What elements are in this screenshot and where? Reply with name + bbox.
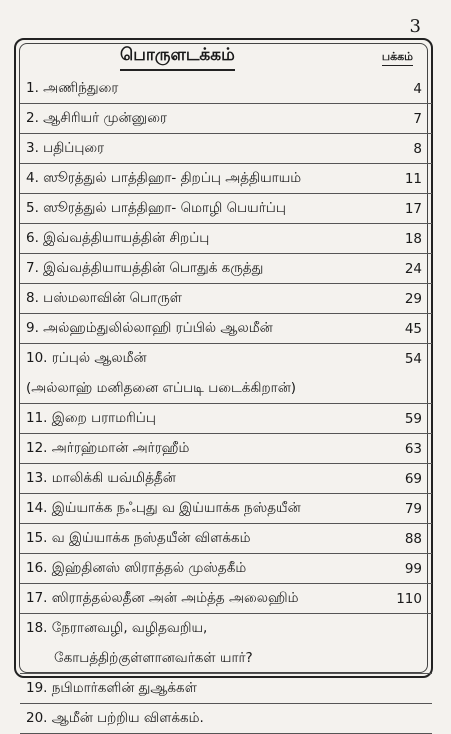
entry-text: (அல்லாஹ் மனிதனை எப்படி படைக்கிறான்) xyxy=(26,379,297,396)
toc-entry xyxy=(20,224,432,254)
toc-entry xyxy=(20,434,432,464)
entry-text: 16. இஹ்தினஸ் ஸிராத்தல் முஸ்தகீம் xyxy=(26,559,247,576)
toc-entry xyxy=(20,524,432,554)
entry-text: 12. அர்ரஹ்மான் அர்ரஹீம் xyxy=(26,439,190,456)
entry-text: கோபத்திற்குள்ளானவர்கள் யார்? xyxy=(54,649,253,666)
entry-text: 3. பதிப்புரை xyxy=(26,139,105,156)
entry-page: 24 xyxy=(404,260,422,277)
entry-page: 88 xyxy=(404,530,422,547)
entry-page: 11 xyxy=(404,170,422,187)
entry-text: 11. இறை பராமரிப்பு xyxy=(26,409,156,426)
entry-text: 2. ஆசிரியர் முன்னுரை xyxy=(26,109,167,126)
entry-text: 5. ஸூரத்துல் பாத்திஹா- மொழி பெயர்ப்பு xyxy=(26,199,286,216)
entry-page: 17 xyxy=(404,200,422,217)
entry-page: 18 xyxy=(404,230,422,247)
toc-entry-continuation xyxy=(20,374,432,404)
toc-entry xyxy=(20,104,432,134)
entry-text: 17. ஸிராத்தல்லதீன அன் அம்த்த அலைஹிம் xyxy=(26,589,299,606)
entry-page: 69 xyxy=(404,470,422,487)
entry-page: 29 xyxy=(404,290,422,307)
toc-title: பொருளடக்கம் xyxy=(120,45,235,71)
entry-text: 7. இவ்வத்தியாயத்தின் பொதுக் கருத்து xyxy=(26,259,264,276)
toc-entry xyxy=(20,194,432,224)
entry-text: 4. ஸூரத்துல் பாத்திஹா- திறப்பு அத்தியாயம் xyxy=(26,169,302,186)
toc-entry xyxy=(20,494,432,524)
entry-page: 99 xyxy=(404,560,422,577)
toc-entry xyxy=(20,134,432,164)
entry-page: 79 xyxy=(404,500,422,517)
entry-page: 54 xyxy=(404,351,422,367)
entry-page: 59 xyxy=(404,410,422,427)
entry-text: 15. வ இய்யாக்க நஸ்தயீன் விளக்கம் xyxy=(26,529,251,546)
entry-text: 20. ஆமீன் பற்றிய விளக்கம். xyxy=(26,709,204,726)
entry-page: 63 xyxy=(404,440,422,457)
entry-text: 6. இவ்வத்தியாயத்தின் சிறப்பு xyxy=(26,229,210,246)
entry-page: 8 xyxy=(413,140,422,157)
entry-text: 10. ரப்புல் ஆலமீன் xyxy=(26,350,147,366)
entry-page: 7 xyxy=(413,110,422,127)
entry-page: 45 xyxy=(404,320,422,337)
toc-list xyxy=(20,74,432,734)
entry-text: 9. அல்ஹம்துலில்லாஹி ரப்பில் ஆலமீன் xyxy=(26,319,273,336)
toc-entry xyxy=(20,704,432,734)
page-column-header: பக்கம் xyxy=(382,50,413,66)
entry-text: 18. நேரானவழி, வழிதவறிய, xyxy=(26,620,208,636)
entry-text: 8. பஸ்மலாவின் பொருள் xyxy=(26,289,182,306)
entry-text: 13. மாலிக்கி யவ்மித்தீன் xyxy=(26,469,176,486)
toc-entry xyxy=(20,284,432,314)
toc-entry xyxy=(20,344,432,374)
toc-entry xyxy=(20,464,432,494)
toc-entry xyxy=(20,164,432,194)
toc-entry xyxy=(20,74,432,104)
entry-page: 4 xyxy=(413,80,422,97)
toc-entry xyxy=(20,614,432,644)
toc-entry xyxy=(20,554,432,584)
entry-text: 14. இய்யாக்க நஃபுது வ இய்யாக்க நஸ்தயீன் xyxy=(26,499,301,516)
toc-entry xyxy=(20,254,432,284)
entry-text: 1. அணிந்துரை xyxy=(26,79,119,96)
entry-page: 110 xyxy=(396,590,422,607)
toc-entry xyxy=(20,404,432,434)
page-number: 3 xyxy=(409,16,421,37)
toc-entry xyxy=(20,314,432,344)
toc-entry-continuation xyxy=(20,644,432,674)
toc-entry xyxy=(20,584,432,614)
entry-text: 19. நபிமார்களின் துஆக்கள் xyxy=(26,679,197,696)
